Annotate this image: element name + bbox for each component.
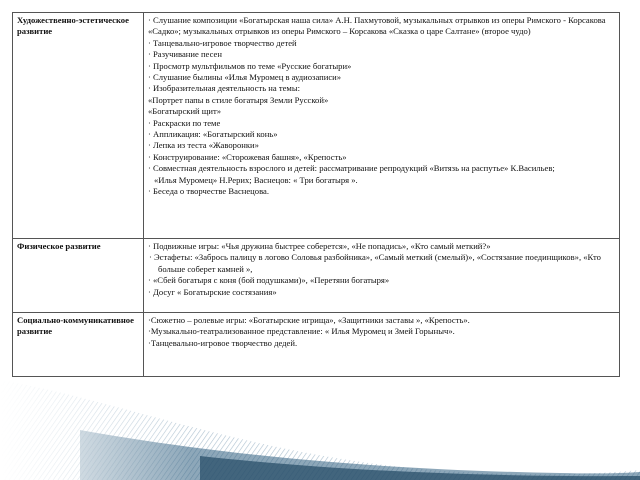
list-item: ·Танцевально-игровое творчество дедей. [148, 337, 298, 348]
list-item: · Совместная деятельность взрослого и детей: рассматривание репродукций «Витязь на распутье» К.Васильев; [148, 163, 555, 174]
list-item: «Илья Муромец» Н.Рерих; Васнецов: « Три богатыря ». [154, 174, 358, 185]
list-item: «Богатырский щит» [148, 106, 222, 117]
content-cell [144, 239, 620, 313]
list-item: · Подвижные игры: «Чья дружина быстрее соберется», «Не попадись», «Кто самый меткий?» [148, 241, 491, 251]
list-item: · Разучивание песен [148, 49, 222, 60]
list-item: · Изобразительная деятельность на темы: [148, 83, 301, 94]
activities-table [12, 12, 620, 377]
list-item: · Танцевально-игровое творчество детей [148, 37, 297, 48]
decorative-swoosh [0, 360, 640, 480]
category-cell: Физическое развитие [13, 239, 144, 313]
list-item: · Конструирование: «Сторожевая башня», «Крепость» [148, 151, 347, 162]
content-cell [144, 13, 620, 239]
list-item: · Раскраски по теме [148, 117, 221, 128]
list-item: · Просмотр мультфильмов по теме «Русские богатыри» [148, 60, 352, 71]
list-item: · Слушание композиции «Богатырская наша сила» А.Н. Пахмутовой, музыкальных отрывков из оперы Римского - Корсакова «Садко»; музыкальных отрывков из оперы Римского – Корсакова «Сказка о царе Салтане» (второе чудо) [148, 15, 606, 37]
category-cell: Художественно-эстетическое развитие [13, 13, 144, 239]
table-row [13, 239, 620, 313]
list-item: «Портрет папы в стиле богатыря Земли Русской» [148, 94, 329, 105]
list-item: · Эстафеты: «Забрось палицу в логово Соловья разбойника», «Самый меткий (смелый)», «Состязание поединщиков», «Кто больше соберет камней », [149, 252, 601, 274]
list-item: ·Сюжетно – ролевые игры: «Богатырские игрища», «Защитники заставы », «Крепость». [148, 315, 470, 325]
list-item: · Беседа о творчестве Васнецова. [148, 186, 269, 197]
list-item: · «Сбей богатыря с коня (бой подушками)», «Перетяни богатыря» [148, 275, 390, 286]
list-item: · Слушание былины «Илья Муромец в аудиозаписи» [148, 72, 342, 83]
table-row [13, 13, 620, 239]
list-item: ·Музыкально-театрализованное представление: « Илья Муромец и Змей Горыныч». [148, 326, 455, 337]
category-cell: Социально-коммуникативное развитие [13, 313, 144, 377]
list-item: · Досуг « Богатырские состязания» [148, 286, 277, 297]
list-item: · Аппликация: «Богатырский конь» [148, 129, 278, 140]
list-item: · Лепка из теста «Жаворонки» [148, 140, 259, 151]
